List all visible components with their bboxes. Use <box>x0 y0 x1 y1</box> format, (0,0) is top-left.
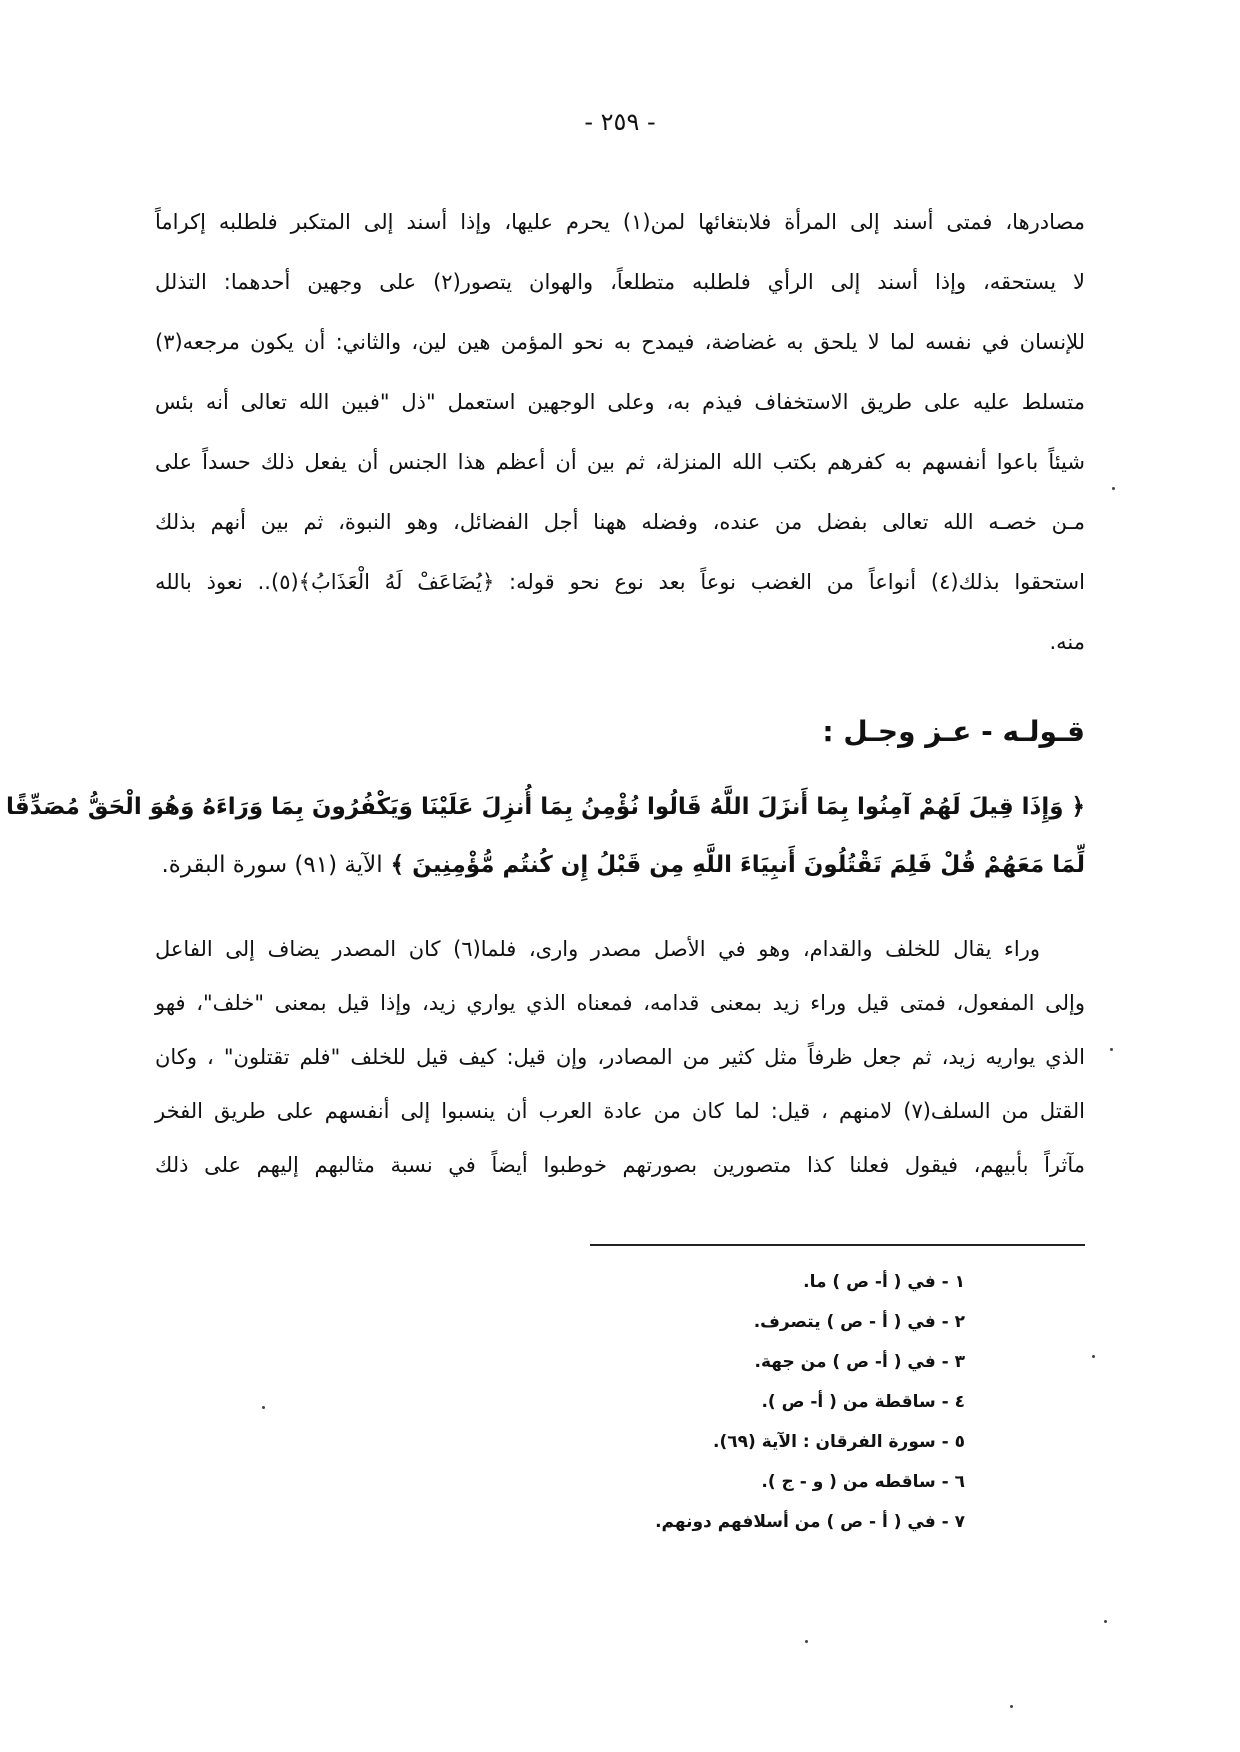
scan-speck <box>805 1640 808 1643</box>
page-number: - ٢٥٩ - <box>584 108 656 136</box>
paragraph-line: وراء يقال للخلف والقدام، وهو في الأصل مصدر وارى، فلما(٦) كان المصدر يضاف إلى الفاعل <box>155 937 1040 961</box>
footnote-divider <box>590 1244 1085 1246</box>
scan-speck <box>1110 1048 1113 1051</box>
footnote-item: ٦ - ساقطه من ( و - ج ). <box>761 1472 965 1492</box>
verse-line-2 <box>155 836 1085 894</box>
paragraph-line: متسلط عليه على طريق الاستخفاف فيذم به، وعلى الوجهين استعمل "ذل "فبين الله تعالى أنه بئس <box>155 390 1085 414</box>
scan-speck <box>1104 1620 1107 1623</box>
footnotes <box>445 1262 965 1542</box>
paragraph-commentary <box>155 192 1085 672</box>
paragraph-line: منه. <box>1049 630 1085 654</box>
scan-speck <box>1010 1705 1013 1708</box>
scan-speck <box>262 1406 265 1409</box>
paragraph-line: لا يستحقه، وإذا أسند إلى الرأي فلطلبه متطلعاً، والهوان يتصور(٢) على وجهين أحدهما: التذلل <box>155 270 1085 294</box>
footnote-item: ٥ - سورة الفرقان : الآية (٦٩). <box>713 1432 965 1452</box>
paragraph-line: القتل من السلف(٧) لامنهم ، قيل: لما كان من عادة العرب أن ينسبوا إلى أنفسهم على طريق الفخر <box>155 1099 1085 1123</box>
paragraph-line: الذي يواريه زيد، ثم جعل ظرفاً مثل كثير من المصادر، وإن قيل: كيف قيل للخلف "فلم تقتلون" ، وكان <box>155 1045 1085 1069</box>
verse-text: لِّمَا مَعَهُمْ قُلْ فَلِمَ تَقْتُلُونَ أَنبِيَاءَ اللَّهِ مِن قَبْلُ إِن كُنتُم مُّؤْمِنِينَ ﴾ <box>390 852 1085 878</box>
paragraph-line: استحقوا بذلك(٤) أنواعاً من الغضب نوعاً بعد نوع نحو قوله: ﴿يُضَاعَفْ لَهُ الْعَذَابُ﴾(٥).. نعوذ بالله <box>155 570 1085 594</box>
quran-verse <box>5 778 1085 894</box>
verse-reference: الآية (٩١) سورة البقرة. <box>161 852 383 878</box>
paragraph-line: مآثراً بأبيهم، فيقول فعلنا كذا متصورين بصورتهم خوطبوا أيضاً في نسبة مثالبهم إليهم على ذلك <box>155 1153 1085 1177</box>
paragraph-line: وإلى المفعول، فمتى قيل وراء زيد بمعنى قدامه، فمعناه الذي يواري زيد، وإذا قيل بمعنى "خلف"، فهو <box>155 991 1085 1015</box>
footnote-item: ٢ - في ( أ - ص ) يتصرف. <box>753 1312 965 1332</box>
paragraph-explanation <box>155 922 1085 1192</box>
footnote-item: ٧ - في ( أ - ص ) من أسلافهم دونهم. <box>655 1512 965 1532</box>
paragraph-line: مـن خصـه الله تعالى بفضل من عنده، وفضله ههنا أجل الفضائل، وهو النبوة، ثم بين أنهم بذلك <box>155 510 1085 534</box>
paragraph-line: مصادرها، فمتى أسند إلى المرأة فلابتغائها لمن(١) يحرم عليها، وإذا أسند إلى المتكبر فلطلبه إكراماً <box>155 210 1085 234</box>
scan-speck <box>1092 1355 1095 1358</box>
paragraph-line: للإنسان في نفسه لما لا يلحق به غضاضة، فيمدح به نحو المؤمن هين لين، والثاني: أن يكون مرجعه(٣) <box>155 330 1085 354</box>
verse-line-1: ﴿ وَإِذَا قِيلَ لَهُمْ آمِنُوا بِمَا أَنزَلَ اللَّهُ قَالُوا نُؤْمِنُ بِمَا أُنزِلَ عَلَيْنَا وَيَكْفُرُونَ بِمَا وَرَاءَهُ وَهُوَ الْحَقُّ مُصَدِّقًا <box>5 794 1085 820</box>
footnote-item: ١ - في ( أ- ص ) ما. <box>803 1272 965 1292</box>
footnote-item: ٤ - ساقطة من ( أ- ص ). <box>761 1392 965 1412</box>
footnote-item: ٣ - في ( أ- ص ) من جهة. <box>754 1352 965 1372</box>
section-heading: قـولـه - عـز وجـل : <box>822 715 1085 748</box>
scan-speck <box>1112 487 1115 490</box>
paragraph-line: شيئاً باعوا أنفسهم به كفرهم بكتب الله المنزلة، ثم بين أن أعظم هذا الجنس أن يفعل ذلك حسداً على <box>155 450 1085 474</box>
